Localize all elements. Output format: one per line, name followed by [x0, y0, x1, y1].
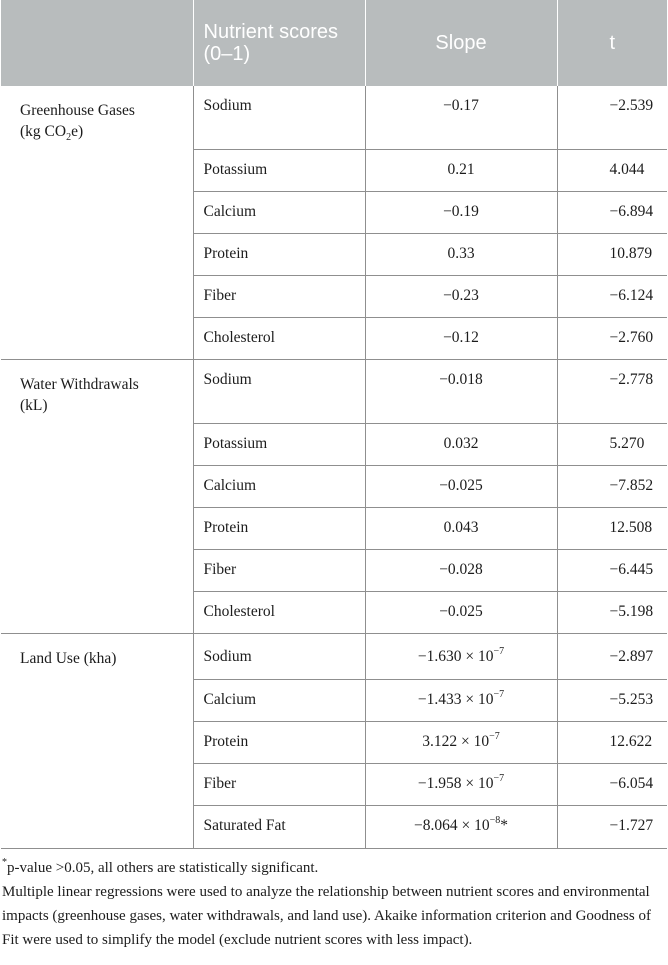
group-label-unit: (kL) [20, 397, 48, 414]
t-cell: −2.539 [557, 86, 667, 150]
header-empty-cell [1, 0, 193, 86]
nutrient-cell: Calcium [193, 680, 365, 722]
t-cell: −6.445 [557, 550, 667, 592]
group-label-unit: (kg $CO_2e$) [20, 123, 84, 144]
slope-cell: −0.23 [365, 276, 557, 318]
slope-cell: 0.043 [365, 508, 557, 550]
nutrient-cell: Sodium [193, 86, 365, 150]
nutrient-cell: Calcium [193, 466, 365, 508]
slope-cell: $-1.433 \times 10^{-7}$ [365, 680, 557, 722]
table-header-row [1, 0, 667, 86]
t-cell: −1.727 [557, 806, 667, 849]
t-cell: 5.270 [557, 424, 667, 466]
footnote [2, 856, 664, 880]
nutrient-cell: Fiber [193, 276, 365, 318]
slope-cell: −0.025 [365, 466, 557, 508]
nutrient-cell: Sodium [193, 360, 365, 424]
table-description: Multiple linear regressions were used to analyze the relationship between nutrient scores and environmental impacts (greenhouse gases, water withdrawals, and land use). Akaike information criterion and Goodness of Fit were used to simplify the model (exclude nutrient scores with less impact). [2, 884, 651, 948]
t-cell: 12.508 [557, 508, 667, 550]
nutrient-cell: Potassium [193, 424, 365, 466]
table-row [1, 86, 667, 150]
header-nutrient-scores: Nutrient scores (0–1) [193, 0, 365, 86]
slope-cell: 0.33 [365, 234, 557, 276]
table-row [1, 634, 667, 680]
footnote-mark: * [2, 857, 7, 868]
t-cell: −2.778 [557, 360, 667, 424]
slope-cell: −0.028 [365, 550, 557, 592]
header-slope: Slope [365, 0, 557, 86]
nutrient-cell: Saturated Fat [193, 806, 365, 849]
table-notes [0, 849, 664, 952]
nutrient-cell: Protein [193, 722, 365, 764]
nutrient-cell: Cholesterol [193, 318, 365, 360]
t-cell: −2.760 [557, 318, 667, 360]
group-label-main: Water Withdrawals [20, 376, 139, 393]
t-cell: −2.897 [557, 634, 667, 680]
group-label-greenhouse-gases [1, 86, 193, 360]
slope-cell: −0.018 [365, 360, 557, 424]
t-cell: −7.852 [557, 466, 667, 508]
group-label-main: Greenhouse Gases [20, 102, 135, 119]
nutrient-cell: Calcium [193, 192, 365, 234]
t-cell: −5.198 [557, 592, 667, 634]
t-cell: −6.054 [557, 764, 667, 806]
nutrient-cell: Fiber [193, 550, 365, 592]
group-label-land-use [1, 634, 193, 849]
header-t: t [557, 0, 667, 86]
footnote-text: p-value >0.05, all others are statistically significant. [7, 860, 319, 876]
group-label-water-withdrawals [1, 360, 193, 634]
nutrient-cell: Fiber [193, 764, 365, 806]
t-cell: −6.894 [557, 192, 667, 234]
nutrient-cell: Potassium [193, 150, 365, 192]
slope-cell: 0.21 [365, 150, 557, 192]
slope-cell: −0.19 [365, 192, 557, 234]
slope-cell: −0.025 [365, 592, 557, 634]
t-cell: 10.879 [557, 234, 667, 276]
t-cell: −6.124 [557, 276, 667, 318]
nutrient-cell: Cholesterol [193, 592, 365, 634]
t-cell: 4.044 [557, 150, 667, 192]
regression-table [1, 0, 667, 849]
slope-cell: $3.122 \times 10^{-7}$ [365, 722, 557, 764]
slope-cell: 0.032 [365, 424, 557, 466]
group-label-main: Land Use (kha) [20, 650, 117, 667]
t-cell: −5.253 [557, 680, 667, 722]
slope-cell: −0.17 [365, 86, 557, 150]
table-row [1, 360, 667, 424]
nutrient-cell: Protein [193, 234, 365, 276]
nutrient-cell: Sodium [193, 634, 365, 680]
slope-cell: $-8.064 \times 10^{-8}*$ [365, 806, 557, 849]
slope-cell: −0.12 [365, 318, 557, 360]
slope-cell: $-1.958 \times 10^{-7}$ [365, 764, 557, 806]
t-cell: 12.622 [557, 722, 667, 764]
nutrient-cell: Protein [193, 508, 365, 550]
slope-cell: $-1.630 \times 10^{-7}$ [365, 634, 557, 680]
